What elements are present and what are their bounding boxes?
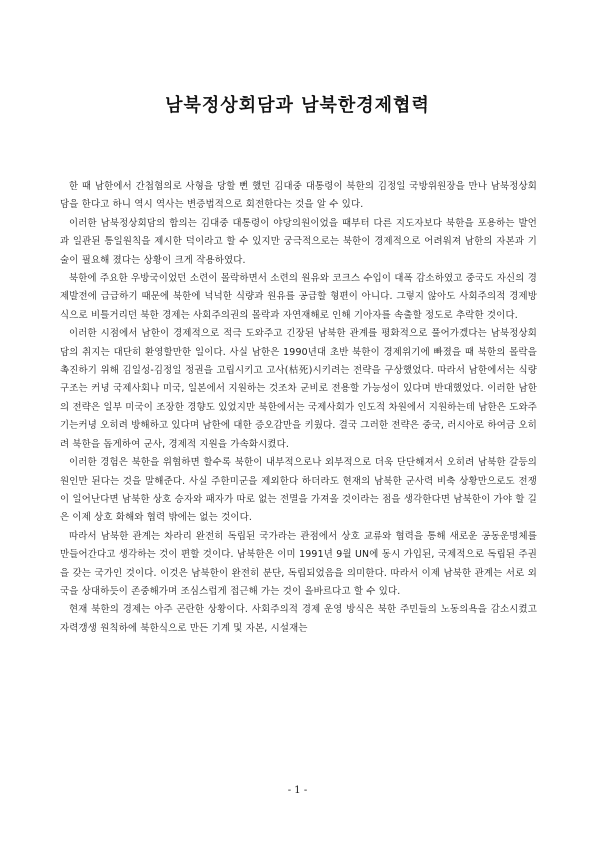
document-title: 남북정상회담과 남북한경제협력 [165, 95, 430, 116]
paragraph-5: 이러한 경험은 북한을 위협하면 할수록 북한이 내부적으로나 외부적으로 더욱 단단해져서 오히려 남북한 갈등의 원인만 된다는 것을 말해준다. 사실 주한미군을 제외한다 하더라도 현재의 남북한 군사력 비축 상황만으로도 전쟁이 일어난다면 남북한 상호 승자와 패자가 따로 없는 전멸을 가져올 것이라는 점을 생각한다면 남북한이 가야 할 길은 이제 상호 화해와 협력 밖에는 없는 것이다. [60, 457, 537, 524]
paragraph-1: 한 때 남한에서 간첩혐의로 사형을 당할 뻔 했던 김대중 대통령이 북한의 김정일 국방위원장을 만나 남북정상회담을 한다고 하니 역시 역사는 변증법적으로 회전한다는 것을 알 수 있다. [60, 181, 537, 211]
paragraph-3: 북한에 주요한 우방국이었던 소련이 몰락하면서 소련의 원유와 코크스 수입이 대폭 감소하였고 중국도 자신의 경제발전에 급급하기 때문에 북한에 넉넉한 식량과 원유를 공급할 형편이 아니다. 그렇지 않아도 사회주의적 경제방식으로 비틀거리던 북한 경제는 사회주의권의 몰락과 자연재해로 인해 기아자를 속출할 정도로 추락한 것이다. [60, 273, 537, 321]
page-number: - 1 - [287, 785, 308, 796]
paragraph-7: 현재 북한의 경제는 아주 곤란한 상황이다. 사회주의적 경제 운영 방식은 북한 주민들의 노동의욕을 감소시켰고 자력갱생 원칙하에 북한식으로 만든 기계 및 자본, 시설재는 [60, 604, 537, 634]
paragraph-2: 이러한 남북정상회담의 합의는 김대중 대통령이 야당의원이었을 때부터 다른 지도자보다 북한을 포용하는 발언과 일관된 통일원칙을 제시한 덕이라고 할 수 있지만 궁극적으로는 북한이 경제적으로 어려워져 남한의 자본과 기술이 필요해 졌다는 상황이 크게 작용하였다. [60, 217, 537, 266]
paragraph-4: 이러한 시점에서 남한이 경제적으로 적극 도와주고 긴장된 남북한 관계를 평화적으로 풀어가겠다는 남북정상회담의 취지는 대단히 환영할만한 일이다. 사실 남한은 1990년대 초반 북한이 경제위기에 빠졌을 때 북한의 몰락을 촉진하기 위해 김일성-김정일 정권을 고립시키고 고사(枯死)시키려는 전략을 구상했었다. 따라서 남한에서는 식량구조는 커녕 국제사회나 미국, 일본에서 지원하는 것조차 군비로 전용할 가능성이 있다며 반대했었다. 이러한 남한의 전략은 일부 미국이 조장한 경향도 있었지만 북한에서는 국제사회가 인도적 차원에서 지원하는데 남한은 도와주기는커녕 오히려 방해하고 있다며 남한에 대한 증오감만을 키웠다. 결국 그러한 전략은 중국, 러시아로 하여금 오히려 북한을 돕게하여 군사, 경제적 지원을 가속화시켰다. [60, 328, 537, 450]
document-body [60, 178, 537, 638]
paragraph-6: 따라서 남북한 관계는 차라리 완전히 독립된 국가라는 관점에서 상호 교류와 협력을 통해 새로운 공동운명체를 만들어간다고 생각하는 것이 편할 것이다. 남북한은 이미 1991년 9월 UN에 동시 가입된, 국제적으로 독립된 주권을 갖는 국가인 것이다. 이것은 남북한이 완전히 분단, 독립되었음을 의미한다. 따라서 이제 남북한 관계는 서로 외국을 상대하듯이 존중해가며 조심스럽게 접근해 가는 것이 올바르다고 할 수 있다. [60, 530, 537, 597]
